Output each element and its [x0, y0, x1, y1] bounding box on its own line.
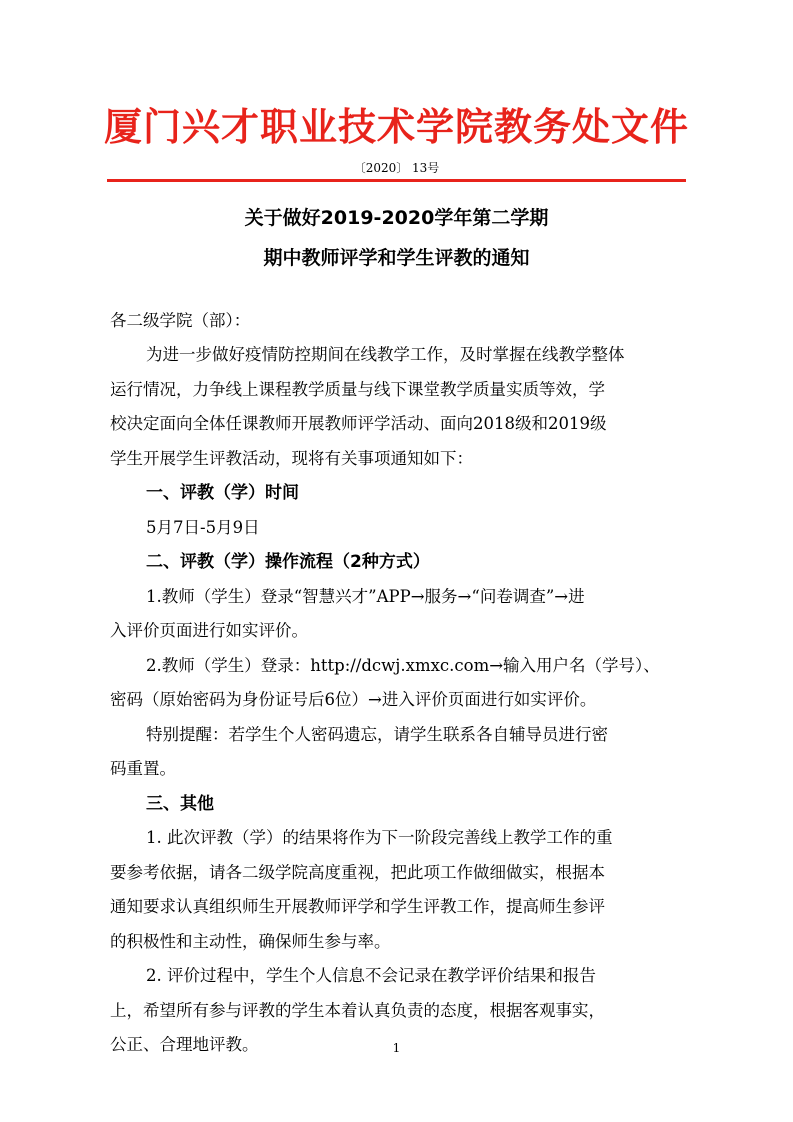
section-3-item-2-line: 2. 评价过程中，学生个人信息不会记录在教学评价结果和报告	[146, 966, 596, 985]
section-2-heading: 二、评教（学）操作流程（2种方式）	[146, 552, 430, 572]
section-1-heading: 一、评教（学）时间	[146, 483, 299, 503]
section-3-item-1-line: 通知要求认真组织师生开展教师评学和学生评教工作，提高师生参评	[110, 897, 605, 916]
section-3-item-2-line: 公正、合理地评教。	[110, 1035, 259, 1054]
section-2-item-1-line: 1.教师（学生）登录“智慧兴才”APP→服务→“问卷调查”→进	[146, 587, 585, 606]
section-3-heading: 三、其他	[146, 794, 214, 814]
notice-title-line-2: 期中教师评学和学生评教的通知	[263, 247, 530, 269]
section-3-item-1-line: 要参考依据，请各二级学院高度重视，把此项工作做细做实，根据本	[110, 863, 605, 882]
document-header-title: 厦门兴才职业技术学院教务处文件	[103, 105, 689, 149]
section-2-note-line: 码重置。	[110, 759, 176, 778]
salutation: 各二级学院（部）：	[110, 311, 251, 330]
section-3-item-2-line: 上，希望所有参与评教的学生本着认真负责的态度，根据客观事实，	[110, 1001, 605, 1020]
notice-title-line-1: 关于做好2019-2020学年第二学期	[244, 207, 549, 229]
document-number: 〔2020〕 13号	[353, 161, 440, 175]
section-3-item-1-line: 1. 此次评教（学）的结果将作为下一阶段完善线上教学工作的重	[146, 828, 613, 847]
intro-line: 为进一步做好疫情防控期间在线教学工作，及时掌握在线教学整体	[146, 345, 625, 364]
intro-line: 学生开展学生评教活动，现将有关事项通知如下：	[110, 449, 473, 468]
page-number: 1	[392, 1041, 401, 1055]
section-2-item-2-line: 密码（原始密码为身份证号后6位）→进入评价页面进行如实评价。	[110, 690, 597, 709]
section-2-item-2-line: 2.教师（学生）登录：http://dcwj.xmxc.com→输入用户名（学号）、	[146, 656, 660, 675]
section-3-item-1-line: 的积极性和主动性，确保师生参与率。	[110, 932, 391, 951]
intro-line: 运行情况，力争线上课程教学质量与线下课堂教学质量实质等效，学	[110, 380, 605, 399]
section-2-note-line: 特别提醒：若学生个人密码遗忘，请学生联系各自辅导员进行密	[146, 725, 608, 744]
header-divider	[107, 179, 686, 182]
section-2-item-1-line: 入评价页面进行如实评价。	[110, 621, 308, 640]
section-1-text: 5月7日-5月9日	[146, 518, 260, 537]
intro-line: 校决定面向全体任课教师开展教师评学活动、面向2018级和2019级	[110, 414, 607, 433]
